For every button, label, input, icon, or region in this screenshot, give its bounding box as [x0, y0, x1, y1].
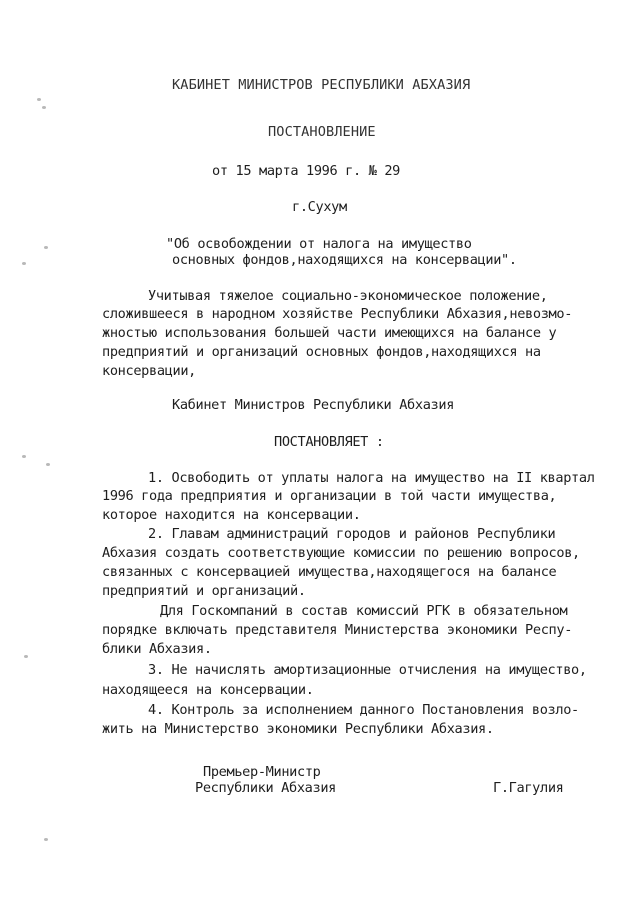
item-1-line-2: 1996 года предприятия и организации в той части имущества, [102, 488, 557, 504]
preamble-line-4: предприятий и организаций основных фондов,находящихся на [102, 344, 541, 360]
resolves-heading: ПОСТАНОВЛЯЕТ : [274, 434, 384, 450]
item-1-line-3: которое находится на консервации. [102, 507, 361, 523]
scan-mark [46, 463, 50, 466]
item-1-line-1: 1. Освободить от уплаты налога на имущество на II квартал [148, 470, 595, 486]
item-2-line-2: Абхазия создать соответствующие комиссии по решению вопросов, [102, 545, 580, 561]
preamble-line-5: консервации, [102, 363, 197, 379]
item-3-line-1: 3. Не начислять амортизационные отчисления на имущество, [148, 662, 587, 678]
org-name: КАБИНЕТ МИНИСТРОВ РЕСПУБЛИКИ АБХАЗИЯ [172, 77, 471, 93]
signature-title-2: Республики Абхазия [195, 780, 337, 796]
cabinet-line: Кабинет Министров Республики Абхазия [172, 397, 455, 413]
subject-line-2: основных фондов,находящихся на консервации". [172, 252, 517, 268]
preamble-line-3: жностью использования большей части имеющихся на балансе у [102, 325, 557, 341]
signatory-name: Г.Гагулия [493, 780, 564, 796]
subject-line-1: "Об освобождении от налога на имущество [166, 236, 472, 252]
doc-type: ПОСТАНОВЛЕНИЕ [268, 124, 376, 140]
scan-mark [37, 98, 41, 101]
preamble-line-2: сложившееся в народном хозяйстве Республики Абхазия,невозмо- [102, 306, 573, 322]
scan-mark [42, 106, 46, 109]
item-3-line-2: находящееся на консервации. [102, 682, 314, 698]
city: г.Сухум [292, 199, 347, 215]
preamble-line-1: Учитывая тяжелое социально-экономическое положение, [148, 288, 548, 304]
scan-mark [44, 838, 48, 841]
scan-mark [22, 262, 26, 265]
scan-mark [24, 655, 28, 658]
item-2b-line-2: порядке включать представителя Министерства экономики Респу- [102, 622, 573, 638]
item-2b-line-3: блики Абхазия. [102, 641, 212, 657]
item-2-line-1: 2. Главам администраций городов и районов Республики [148, 526, 556, 542]
scan-mark [44, 246, 48, 249]
item-4-line-2: жить на Министерство экономики Республики Абхазия. [102, 721, 494, 737]
item-2-line-3: связанных с консервацией имущества,находящегося на балансе [102, 564, 557, 580]
item-4-line-1: 4. Контроль за исполнением данного Постановления возло- [148, 702, 579, 718]
date-number: от 15 марта 1996 г. № 29 [212, 163, 401, 179]
item-2-line-4: предприятий и организаций. [102, 583, 306, 599]
scan-mark [22, 455, 26, 458]
item-2b-line-1: Для Госкомпаний в состав комиссий РГК в обязательном [160, 603, 568, 619]
signature-title-1: Премьер-Министр [203, 764, 321, 780]
